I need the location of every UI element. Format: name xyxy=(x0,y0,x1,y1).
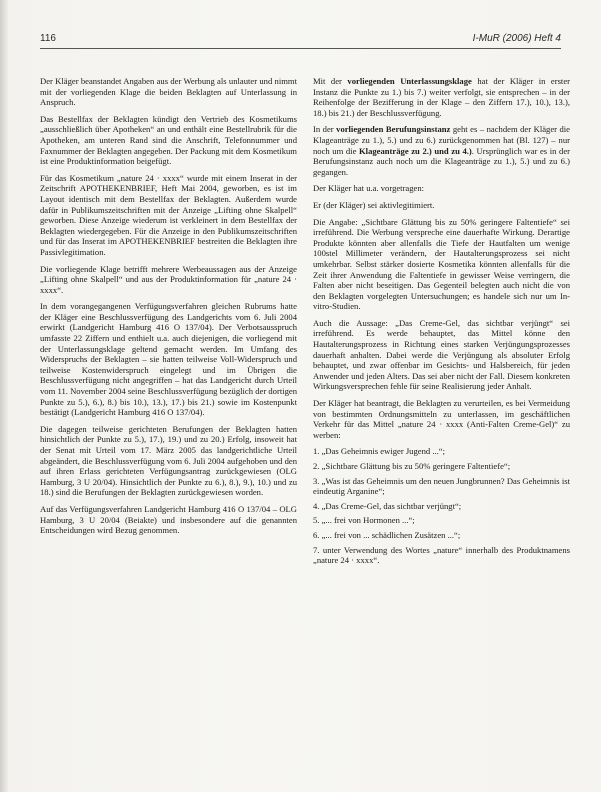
bold-run: vorliegenden Berufungsinstanz xyxy=(336,124,451,135)
text-run: Mit der xyxy=(313,76,348,86)
paragraph: Das Bestellfax der Beklagten kündigt den Vertrieb des Kosmetikums „ausschließlich über Apotheken“ an und enthält eine Bestellrubrik für die Apotheken, am unteren Rand sind die Anschrift, Telefonnummer und Faxnummer der Beklagten angegeben. Der Packung mit dem Kosmetikum ist eine Produktinformation beigefügt. xyxy=(40,113,297,167)
list-item: 4. „Das Creme-Gel, das sichtbar verjüngt“; xyxy=(313,500,462,511)
list-item: 3. „Was ist das Geheimnis um den neuen Jungbrunnen? Das Geheimnis ist eindeutig Arganine“; xyxy=(313,475,570,497)
bold-run: vorliegenden Unterlassungsklage xyxy=(347,76,472,86)
paragraph: Die Angabe: „Sichtbare Glättung bis zu 50% geringere Faltentiefe“ sei irreführend. Die Werbung verspreche eine dauerhafte Wirkung. Derartige Produkte könnten aber allenfalls die Tiefe der Hautfalten um wenige 100stel Millimeter verändern, der Hautalterungsprozess sei nicht umkehrbar. Selbst stärker dosierte Kosmetika könnten allenfalls für die Zeit ihrer Anwendung die Faltentiefe in gewisser Weise verringern, die Falten aber nicht beseitigen. Das Gegenteil belegten auch nicht die von den Beklagten vorgelegten Untersuchungen; es handele sich nur um In-vitro-Studien. xyxy=(313,216,570,312)
left-column xyxy=(40,76,297,542)
page-edge-shadow xyxy=(0,0,8,792)
running-header xyxy=(40,33,561,47)
paragraph: In dem vorangegangenen Verfügungsverfahren gleichen Rubrums hatte der Kläger eine Beschlussverfügung des Landgerichts vom 6. Juli 2004 erwirkt (Landgericht Hamburg 416 O 137/04). Der Verbotsausspruch umfasste 22 Ziffern und enthielt u.a. auch diejenigen, die vorliegend mit der Unterlassungsklage geltend gemacht werden. Im Umfang des Widerspruchs der Beklagten – sie hatten teilweise Voll-Widerspruch und teilweise Kostenwiderspruch eingelegt und im Übrigen die Beschlussverfügung nicht angegriffen – hat das Landgericht durch Urteil vom 11. November 2004 seine Beschlussverfügung bezüglich der dortigen Punkte zu 5.), 6.), 8.) bis 10.), 13.), 17.) bis 21.) sowie im Kostenpunkt bestätigt (Landgericht Hamburg 416 O 137/04). xyxy=(40,301,297,418)
text-run: In der xyxy=(313,124,337,135)
text-run: . Ursprünglich war es in der Berufungsinstanz auch noch um die Klageanträge zu 1.), 5.) und zu 6.) gegangen. xyxy=(313,145,570,177)
text-run: geht es – nachdem der Kläger die Klageanträge zu 1.), 5.) und zu 6.) zurückgenommen hat (Bl. 127) – nur noch um die xyxy=(313,124,570,156)
paragraph: Die vorliegende Klage betrifft mehrere Werbeaussagen aus der Anzeige „Lifting ohne Skalpell“ und aus der Produktinformation für „nature 24 · xxxx“. xyxy=(40,263,297,295)
list-item: 7. unter Verwendung des Wortes „nature“ innerhalb des Produktnamens „nature 24 · xxxx“. xyxy=(313,544,570,566)
paragraph: Auf das Verfügungsverfahren Landgericht Hamburg 416 O 137/04 – OLG Hamburg, 3 U 20/04 (Beiakte) und insbesondere auf die genannten Entscheidungen wird Bezug genommen. xyxy=(40,503,297,536)
paragraph: Der Kläger beanstandet Angaben aus der Werbung als unlauter und nimmt mit der vorliegenden Klage die beiden Beklagten auf Unterlassung in Anspruch. xyxy=(40,76,297,108)
list-item: 1. „Das Geheimnis ewiger Jugend ...“; xyxy=(313,446,445,457)
list-item: 5. „... frei von Hormonen ...“; xyxy=(313,515,415,526)
page-number: 116 xyxy=(40,33,56,44)
list-item: 6. „... frei von ... schädlichen Zusätzen ...“; xyxy=(313,529,461,540)
paragraph: Die dagegen teilweise gerichteten Berufungen der Beklagten hatten hinsichtlich der Punkte zu 5.), 17.), 19.) und zu 20.) Erfolg, insoweit hat der Senat mit Urteil vom 17. März 2005 das landgerichtliche Urteil abgeändert, die Beschlussverfügung vom 6. Juli 2004 aufgehoben und den auf ihren Erlass gerichteten Verfügungsantrag zurückgewiesen (OLG Hamburg, 3 U 20/04). Hinsichtlich der Punkte zu 6.), 8.), 9.), 10.) und zu 18.) sind die Berufungen der Beklagten zurückgewiesen worden. xyxy=(40,423,297,498)
text-run: hat der Kläger in erster Instanz die Punkte zu 1.) bis 7.) weiter verfolgt, sie entsprechen – in der Reihenfolge der Bezifferung in der Klage – den Ziffern 17.), 10.), 13.), 18.) bis 21.) der Beschlussverfügung. xyxy=(313,76,570,118)
list-item: 2. „Sichtbare Glättung bis zu 50% geringere Faltentiefe“; xyxy=(313,461,511,471)
journal-reference: I-MuR (2006) Heft 4 xyxy=(472,33,561,44)
right-column xyxy=(313,76,570,570)
paragraph: Auch die Aussage: „Das Creme-Gel, das sichtbar verjüngt“ sei irreführend. Es werde behauptet, das Mittel könne den Hautalterungsprozess in Richtung eines starken Verjüngungsprozesses dauerhaft anhalten. Dabei werde die Verjüngung als absoluter Erfolg behauptet, und zwar offenbar im Gesichts- und Halsbereich, für jeden Anwender und jeden Alters. Das sei aber nicht der Fall. Diesem konkreten Wirkungsversprechen fehle für seine Realisierung jeder Anhalt. xyxy=(313,317,570,392)
paragraph-berufungsinstanz xyxy=(313,124,570,177)
paragraph: Der Kläger hat beantragt, die Beklagten zu verurteilen, es bei Vermeidung von bestimmten Ordnungsmitteln zu unterlassen, im geschäftlichen Verkehr für das Mittel „nature 24 · xxxx (Anti-Falten Creme-Gel)“ zu werben: xyxy=(313,398,570,440)
bold-run: Klageanträge zu 2.) und zu 4.) xyxy=(359,145,472,156)
paragraph: Er (der Kläger) sei aktivlegitimiert. xyxy=(313,199,435,210)
header-rule xyxy=(40,48,561,49)
paragraph: Für das Kosmetikum „nature 24 · xxxx“ wurde mit einem Inserat in der Zeitschrift APOTHEKENBRIEF, Heft Mai 2004, geworben, es ist im Layout identisch mit dem Bestellfax der Beklagten. Außerdem wurde dafür in Publikumszeitschriften mit der Anzeige „Lifting ohne Skalpell“ geworben. Diese Anzeige wiederum ist verkleinert in dem Bestellfax der Beklagten wiedergegeben. Für die Anzeige in den Publikumszeitschriften und für das Inserat im APOTHEKENBRIEF bestreiten die Beklagten ihre Passivlegitimation. xyxy=(40,172,297,257)
paragraph: Der Kläger hat u.a. vorgetragen: xyxy=(313,183,425,194)
paragraph-unterlassungsklage xyxy=(313,76,570,118)
